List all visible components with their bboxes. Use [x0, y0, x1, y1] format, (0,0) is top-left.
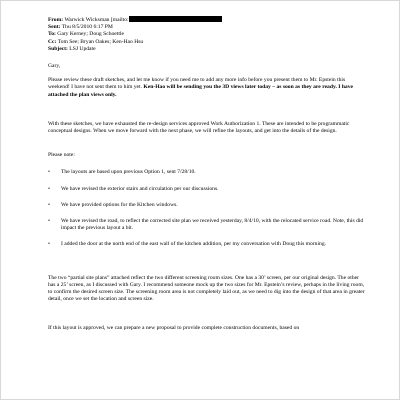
from-label: From: [48, 17, 64, 23]
email-header [48, 16, 366, 53]
please-note-label: Please note: [48, 152, 75, 159]
bullet-icon: • [48, 185, 50, 192]
to-value: Gary Kerney; Doug Schoettle [57, 31, 124, 38]
cc-line [48, 39, 366, 46]
paragraph-review-request-text: Please review these draft sketches, and let me know if you need me to add any more info before you present them to Mr. Epstein this weekend! I have not sent them to him yet. [48, 77, 346, 91]
paragraph-work-authorization: With these sketches, we have exhausted the re-design services approved Work Authorization 1. These are intended to be programmatic conceptual designs. When we move forward with the next phase, we will refine the layouts, and get into the details of the design. [48, 120, 350, 135]
bullet-icon: • [48, 241, 50, 248]
list-item [48, 202, 366, 209]
from-line [48, 16, 366, 24]
bullet-icon: • [48, 218, 50, 225]
to-label: To: [48, 31, 56, 38]
paragraph-review-request [48, 77, 366, 99]
list-item-text: We have provided options for the Kitchen windows. [61, 201, 178, 208]
to-line [48, 31, 366, 38]
list-item [48, 169, 366, 176]
paragraph-review-request-bold: Ken-Hao will be sending you the 3D views later today – as soon as they are ready. I have attached the plan views only. [48, 84, 354, 98]
list-item [48, 218, 366, 232]
list-item [48, 241, 366, 248]
email-content [48, 16, 366, 333]
bullet-icon: • [48, 201, 50, 208]
bullet-list [48, 169, 366, 248]
from-value: Warwick Wicksman [mailto: [64, 17, 129, 23]
list-item-text: We have revised the road, to reflect the corrected site plan we received yesterday, 8/4/10, with the relocated service road. Note, this did impact the previous layout a bit. [61, 218, 364, 232]
sent-value: Thu 8/5/2010 6:17 PM [61, 24, 113, 31]
subject-value: LSJ Update [69, 45, 96, 52]
cc-label: Cc: [48, 38, 57, 45]
cc-value: Tom See; Bryan Oakes; Ken-Hao Hsu [57, 38, 144, 45]
list-item-text: The layouts are based upon previous Option 1, sent 7/28/10. [61, 169, 196, 176]
list-item-text: I added the door at the north end of the east wall of the kitchen addition, per my conversation with Doug this morning. [61, 241, 327, 248]
list-item-text: We have revised the exterior stairs and circulation per our discussions. [61, 185, 219, 192]
bullet-icon: • [48, 169, 50, 176]
subject-line [48, 46, 366, 53]
paragraph-approval: If this layout is approved, we can prepare a new proposal to provide complete construction documents, based on [48, 325, 300, 332]
paragraph-partial-site-plans: The two “partial site plans” attached reflect the two different screening room sizes. One has a 30’ screen, per our original design. The other has a 25’ screen, as I discussed with Gary. I recommend someone mock up the two sizes for Mr. Epstein’s review, perhaps in the living room, to confirm the desired screen size. The screening room area is not completely laid out, as we need to dig into the design of that area in greater detail, once we set the location and screen size. [48, 274, 365, 303]
subject-label: Subject: [48, 45, 68, 52]
list-item [48, 186, 366, 193]
sent-line [48, 24, 366, 31]
greeting: Gary, [48, 63, 61, 70]
sent-label: Sent: [48, 24, 61, 31]
redaction-block [129, 16, 222, 22]
